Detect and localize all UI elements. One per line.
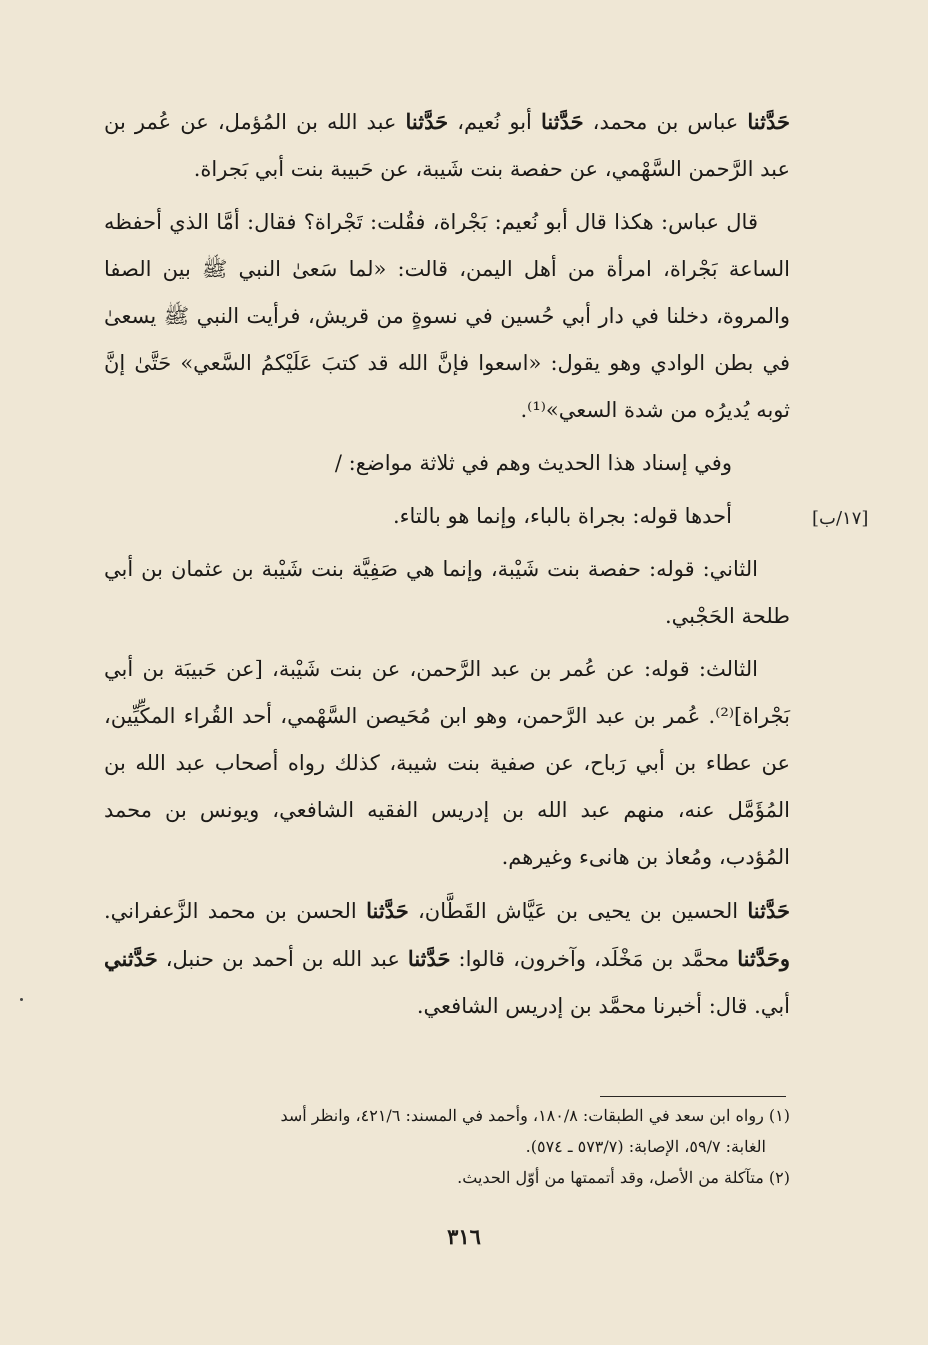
text-run: الحسن بن محمد الزَّعفراني. xyxy=(104,899,367,923)
haddathana-word: حَدَّثنا xyxy=(405,109,449,134)
manuscript-folio-mark: [١٧/ب] xyxy=(812,508,869,529)
footnote-1: (١) رواه ابن سعد في الطبقات: ١٨٠/٨، وأحمد في المسند: ٤٢١/٦، وانظر أسد xyxy=(280,1106,790,1125)
paragraph-third-error: الثالث: قوله: عن عُمر بن عبد الرَّحمن، عن بنت شَيْبة، [عن حَبيبَة بن أبي بَجْراة]⁽²⁾. عُمر بن عبد الرَّحمن، وهو ابن مُحَيصن السَّهْمي، أحد القُراء المكِّيِّين، عن عطاء بن أبي رَباح، عن صفية بنت شيبة، كذلك رواه أصحاب عبد الله بن المُؤَمَّل عنه، منهم عبد الله بن إدريس الفقيه الشافعي، ويونس بن محمد المُؤدب، ومُعاذ بن هانىء وغيرهم. xyxy=(104,657,790,869)
text-run: أبو نُعيم، xyxy=(448,110,541,134)
text-run: الحسين بن يحيى بن عَيَّاش القَطَّان، xyxy=(408,899,748,923)
footnotes xyxy=(104,1100,790,1193)
haddathana-word: حَدَّثنا xyxy=(407,946,451,971)
paragraph-first-error: أحدها قوله: بجراة بالباء، وإنما هو بالتاء. xyxy=(392,504,732,528)
main-text xyxy=(104,98,790,1036)
haddathani-word: حَدَّثني xyxy=(104,946,158,971)
paragraph-abbas-quote: قال عباس: هكذا قال أبو نُعيم: بَجْراة، فقُلت: تَجْراة؟ فقال: أمَّا الذي أحفظه الساعة بَجْراة، امرأة من أهل اليمن، قالت: «لما سَعىٰ النبي ﷺ بين الصفا والمروة، دخلنا في دار أبي حُسين في نسوةٍ من قريش، فرأيت النبي ﷺ يسعىٰ في بطن الوادي وهو يقول: «اسعوا فإنَّ الله قد كتبَ عَلَيْكمُ السَّعي» حَتَّىٰ إنَّ ثوبه يُديرُه من شدة السعي»⁽¹⁾. xyxy=(104,210,790,422)
page-number: ٣١٦ xyxy=(447,1224,481,1249)
footnote-2: (٢) متآكلة من الأصل، وقد أتممتها من أوّل الحديث. xyxy=(457,1168,790,1187)
scan-speck xyxy=(20,998,23,1001)
paragraph-isnad-1 xyxy=(104,98,790,193)
text-run: عباس بن محمد، xyxy=(583,110,748,134)
footnote-1-continuation: الغابة: ٥٩/٧، الإصابة: (٥٧٣/٧ ـ ٥٧٤). xyxy=(525,1137,766,1156)
haddathana-word: حَدَّثنا xyxy=(540,109,584,134)
text-run: عبد الله بن المُؤمل، عن عُمر بن عبد الرَّحمن السَّهْمي، عن حفصة بنت شَيبة، عن حَبيبة بنت أبي بَجراة. xyxy=(104,110,790,181)
text-run: عبد الله بن أحمد بن حنبل، xyxy=(157,947,408,971)
haddathana-word: حَدَّثنا xyxy=(366,898,409,923)
haddathana-word: حَدَّثنا xyxy=(747,898,790,923)
footnote-separator xyxy=(600,1096,786,1097)
paragraph-isnad-2 xyxy=(104,887,790,1030)
paragraph-second-error: الثاني: قوله: حفصة بنت شَيْبة، وإنما هي صَفِيَّة بنت شَيْبة بن عثمان بن أبي طلحة الحَجْبي. xyxy=(104,557,790,628)
paragraph-three-errors: وفي إسناد هذا الحديث وهم في ثلاثة مواضع: / xyxy=(334,451,732,475)
text-run: محمَّد بن مَخْلَد، وآخرون، قالوا: xyxy=(450,947,738,971)
wahaddathana-word: وحَدَّثنا xyxy=(737,946,790,971)
haddathana-word: حَدَّثنا xyxy=(747,109,790,134)
text-run: أبي. قال: أخبرنا محمَّد بن إدريس الشافعي. xyxy=(416,994,790,1018)
